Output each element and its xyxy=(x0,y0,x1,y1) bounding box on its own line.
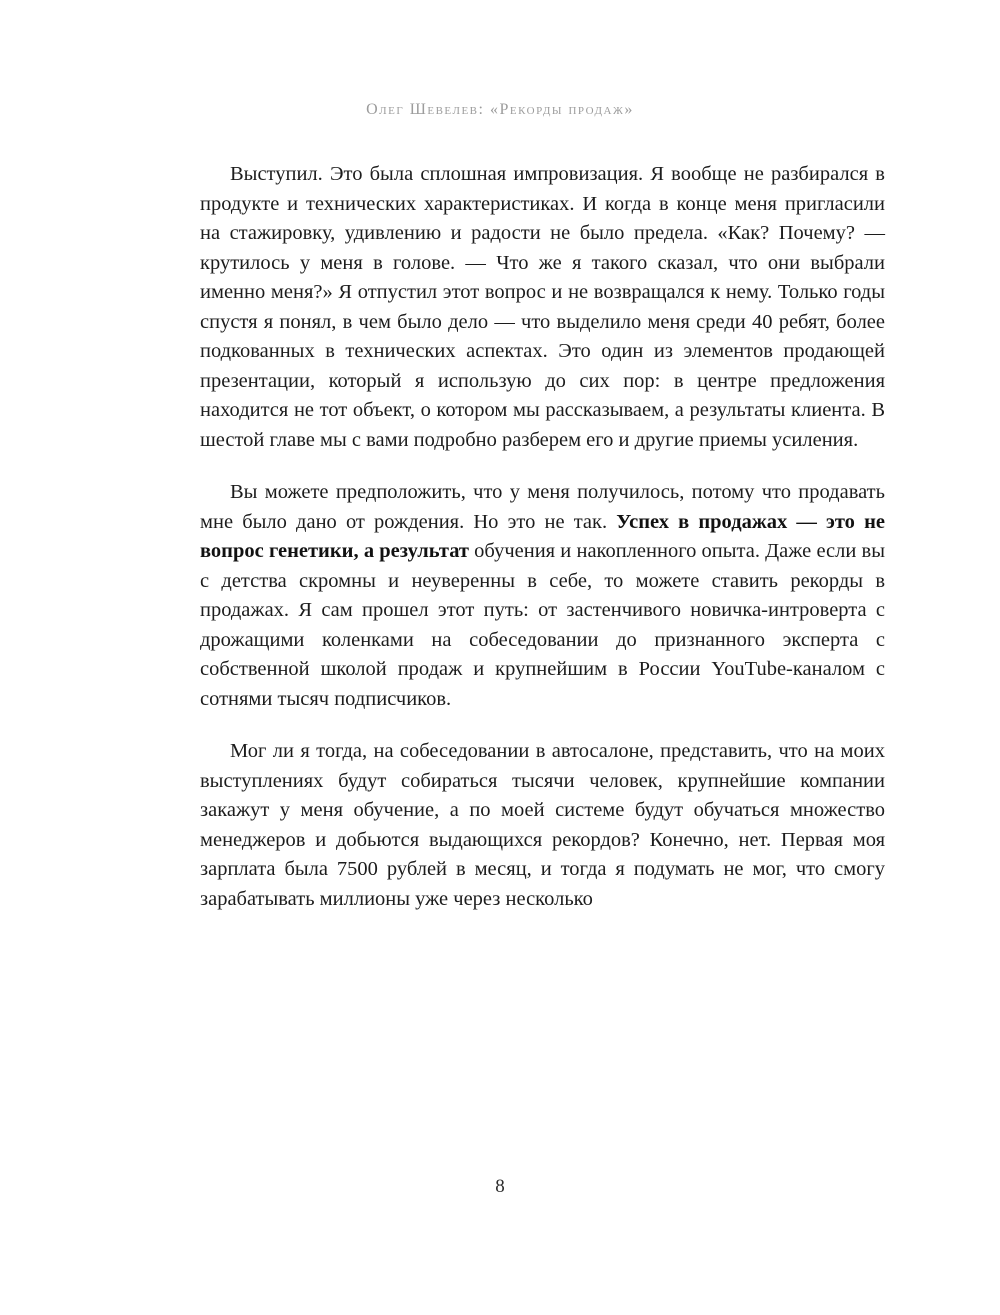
paragraph-1 xyxy=(200,160,885,455)
paragraph-3-text: Мог ли я тогда, на собеседовании в автосалоне, представить, что на моих выступлениях будут собираться тысячи человек, крупнейшие компании закажут у меня обучение, а по моей системе будут обучаться множество менеджеров и добьются выдающихся рекордов? Конечно, нет. Первая моя зарплата была 7500 рублей в месяц, и тогда я подумать не мог, что смогу зарабатывать миллионы уже через несколько xyxy=(200,740,885,910)
bold-statement: Успех в продажах — это не вопрос генетики, а результат xyxy=(200,510,885,562)
paragraph-3 xyxy=(200,737,885,914)
body-text xyxy=(200,160,885,937)
paragraph-1-text: Выступил. Это была сплошная импровизация. Я вообще не разбирался в продукте и технических характеристиках. И когда в конце меня пригласили на стажировку, удивлению и радости не было предела. «Как? Почему? — крутилось у меня в голове. — Что же я такого сказал, что они выбрали именно меня?» Я отпустил этот вопрос и не возвращался к нему. Только годы спустя я понял, в чем было дело — что выделило меня среди 40 ребят, более подкованных в технических аспектах. Это один из элементов продающей презентации, который я использую до сих пор: в центре предложения находится не тот объект, о котором мы рассказываем, а результаты клиента. В шестой главе мы с вами подробно разберем его и другие приемы усиления. xyxy=(200,163,885,451)
page-number: 8 xyxy=(495,1176,505,1197)
paragraph-2-rest: обучения и накопленного опыта. Даже если вы с детства скромны и неуверенны в себе, то можете ставить рекорды в продажах. Я сам прошел этот путь: от застенчивого новичка-интроверта с дрожащими коленками на собеседовании до признанного эксперта с собственной школой продаж и крупнейшим в России YouTube-каналом с сотнями тысяч подписчиков. xyxy=(200,540,886,710)
paragraph-2 xyxy=(200,478,885,714)
paragraph-2-lead: Вы можете предположить, что у меня получилось, потому что продавать мне было дано от рождения. Но это не так. xyxy=(200,481,885,533)
running-head: Олег Шевелев: «Рекорды продаж» xyxy=(366,101,634,118)
